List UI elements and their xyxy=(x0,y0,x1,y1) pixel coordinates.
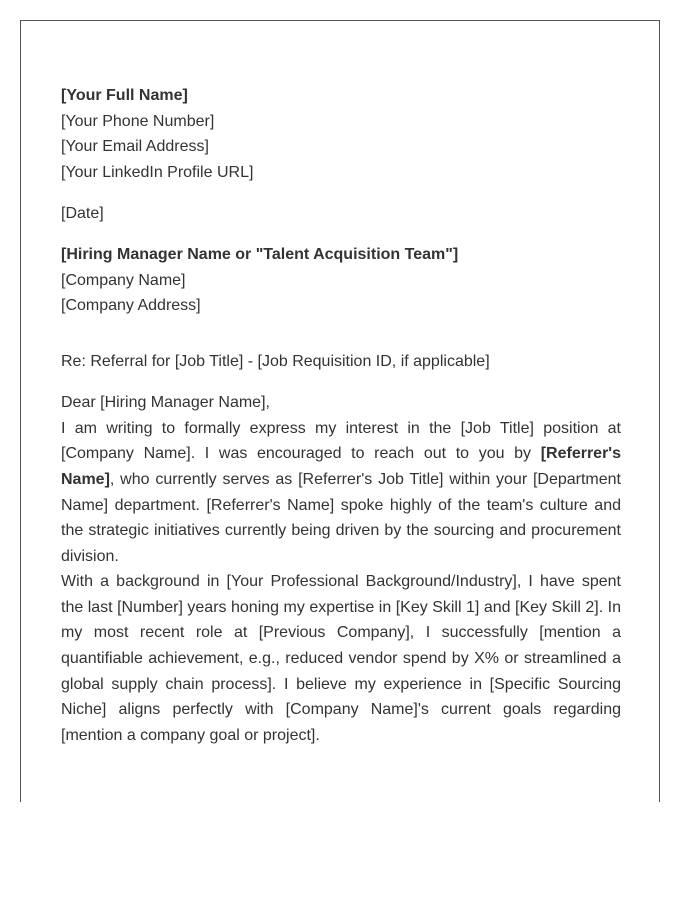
recipient-address: [Company Address] xyxy=(61,297,201,315)
sender-name: [Your Full Name] xyxy=(61,87,188,104)
body-paragraph-2: With a background in [Your Professional Background/Industry], I have spent the last [Number] years honing my expertise in [Key Skill 1] and [Key Skill 2]. In my most recent role at [Previous Company], I successfully [mention a quantifiable achievement, e.g., reduced vendor spend by X% or streamlined a global supply chain process]. I believe my experience in [Specific Sourcing Niche] aligns perfectly with [Company Name]'s current goals regarding [mention a company goal or project]. xyxy=(61,573,621,744)
subject-line: Re: Referral for [Job Title] - [Job Requisition ID, if applicable] xyxy=(61,352,490,370)
referrer-name: [Referrer's Name] xyxy=(61,445,621,488)
sender-phone: [Your Phone Number] xyxy=(61,112,215,130)
date-block xyxy=(61,201,621,227)
salutation: Dear [Hiring Manager Name], xyxy=(61,394,270,412)
recipient-name: [Hiring Manager Name or "Talent Acquisition Team"] xyxy=(61,246,459,264)
sender-block xyxy=(61,83,621,185)
letter-content xyxy=(61,83,621,748)
letter-page xyxy=(20,20,660,802)
recipient-block xyxy=(61,242,621,319)
recipient-company: [Company Name] xyxy=(61,271,186,289)
paragraph-1-text-a: I am writing to formally express my interest in the [Job Title] position at [Company Name]. I was encouraged to reach out to you by xyxy=(61,419,621,463)
sender-linkedin: [Your LinkedIn Profile URL] xyxy=(61,163,254,181)
sender-email: [Your Email Address] xyxy=(61,138,209,156)
salutation-block xyxy=(61,390,621,416)
body-paragraph-1 xyxy=(61,416,621,570)
subject-block xyxy=(61,349,621,375)
paragraph-1-text-b: , who currently serves as [Referrer's Job Title] within your [Department Name] department. [Referrer's Name] spoke highly of the team's culture and the strategic initiatives currently being driven by the sourcing and procurement division. xyxy=(61,470,621,565)
letter-date: [Date] xyxy=(61,204,104,222)
